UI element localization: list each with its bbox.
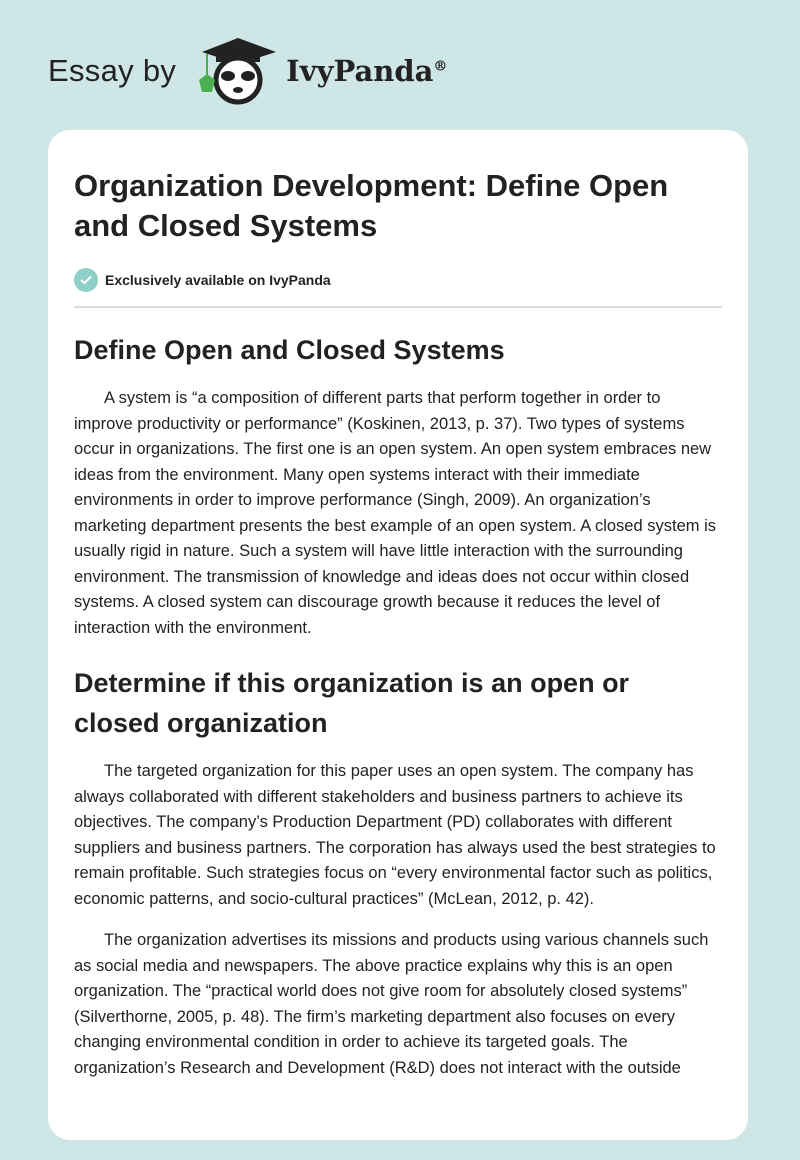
- paragraph: The targeted organization for this paper uses an open system. The company has always collaborated with different stakeholders and business partners to achieve its objectives. The company’s Production Department (PD) collaborates with different suppliers and business partners. The corporation has always used the best strategies to remain profitable. Such strategies focus on “every environmental factor such as politics, economic patterns, and socio-cultural practices” (McLean, 2012, p. 42).: [74, 762, 716, 908]
- article-title: Organization Development: Define Open and Closed Systems: [74, 168, 669, 243]
- check-icon: [74, 268, 98, 292]
- badge-text: Exclusively available on IvyPanda: [105, 272, 331, 288]
- essay-by-label: Essay by: [48, 53, 177, 88]
- brand-name[interactable]: IvyPanda®: [286, 54, 448, 88]
- section-heading: Define Open and Closed Systems: [74, 335, 505, 365]
- article-card: [48, 130, 748, 1140]
- exclusive-badge: [74, 268, 722, 308]
- ivypanda-logo-icon[interactable]: [194, 36, 280, 106]
- site-header: [48, 36, 447, 106]
- paragraph: A system is “a composition of different parts that perform together in order to improve productivity or performance” (Koskinen, 2013, p. 37). Two types of systems occur in organizations. The first one is an open system. An open system embraces new ideas from the environment. Many open systems interact with their immediate environments in order to improve performance (Singh, 2009). An organization’s marketing department presents the best example of an open system. A closed system is usually rigid in nature. Such a system will have little interaction with the surrounding environment. The transmission of knowledge and ideas does not occur within closed systems. A closed system can discourage growth because it reduces the level of interaction with the environment.: [74, 389, 716, 637]
- section-heading: Determine if this organization is an open or closed organization: [74, 668, 630, 738]
- paragraph: The organization advertises its missions and products using various channels such as social media and newspapers. The above practice explains why this is an open organization. The “practical world does not give room for absolutely closed systems” (Silverthorne, 2005, p. 48). The firm’s marketing department also focuses on every changing environmental condition in order to achieve its targeted goals. The organization’s Research and Development (R&D) does not interact with the outside: [74, 931, 709, 1077]
